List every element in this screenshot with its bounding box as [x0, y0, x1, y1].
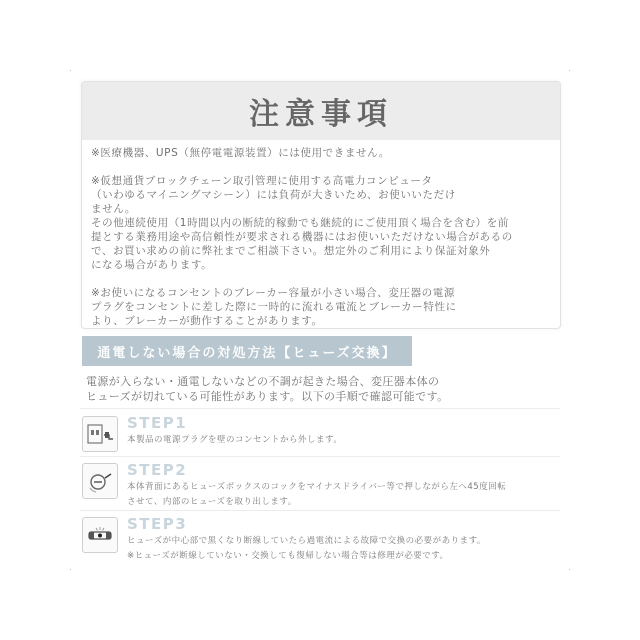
step-label: STEP1 [127, 414, 188, 432]
notice-body [82, 140, 560, 328]
fuse-box-icon [82, 463, 118, 499]
notice-card [81, 81, 561, 329]
corner-mark [70, 569, 71, 570]
notice-title: 注意事項 [82, 82, 560, 140]
step-text: ヒューズが中心部で黒くなり断線していたら過電流による故障で交換の必要があります。 ※ヒューズが断線していない・交換しても復帰しない場合等は修理が必要です。 [127, 536, 486, 561]
fuse-icon [82, 517, 118, 553]
troubleshoot-intro: 電源が入らない・通電しないなどの不調が起きた場合、変圧器本体の ヒューズが切れている可能性があります。以下の手順で確認可能です。 [86, 375, 449, 403]
corner-mark [70, 70, 71, 71]
step-2 [80, 461, 560, 507]
divider [80, 408, 560, 409]
notice-paragraph: その他連続使用（1時間以内の断続的稼動でも継続的にご使用頂く場合を含む）を前 提とする業務用途や高信頼性が要求される機器にはお使いいただけない場合があるの で、お買い求めの前に弊社までご相談下さい。想定外のご利用により保証対象外 になる場合があります。 [91, 217, 513, 271]
notice-paragraph: ※仮想通貨ブロックチェーン取引管理に使用する高電力コンピュータ （いわゆるマイニングマシーン）には負荷が大きいため、お使いいただけ ません。 [91, 175, 456, 215]
troubleshoot-heading: 通電しない場合の対処方法【ヒューズ交換】 [82, 336, 412, 366]
corner-mark [569, 70, 570, 71]
divider [80, 510, 560, 511]
step-label: STEP3 [127, 515, 188, 533]
step-text: 本製品の電源プラグを壁のコンセントから外します。 [127, 435, 343, 445]
unplug-icon [82, 416, 118, 452]
step-label: STEP2 [127, 461, 188, 479]
step-3 [80, 515, 560, 561]
divider [80, 456, 560, 457]
step-text: 本体背面にあるヒューズボックスのコックをマイナスドライバー等で押しながら左へ45度回転 させて、内部のヒューズを取り出します。 [127, 482, 507, 507]
notice-paragraph: ※お使いになるコンセントのブレーカー容量が小さい場合、変圧器の電源 プラグをコンセントに差した際に一時的に流れる電流とブレーカー特性に より、ブレーカーが動作することがあります。 [91, 287, 457, 327]
notice-paragraph: ※医療機器、UPS（無停電電源装置）には使用できません。 [91, 147, 390, 159]
step-1 [80, 414, 560, 460]
corner-mark [569, 569, 570, 570]
